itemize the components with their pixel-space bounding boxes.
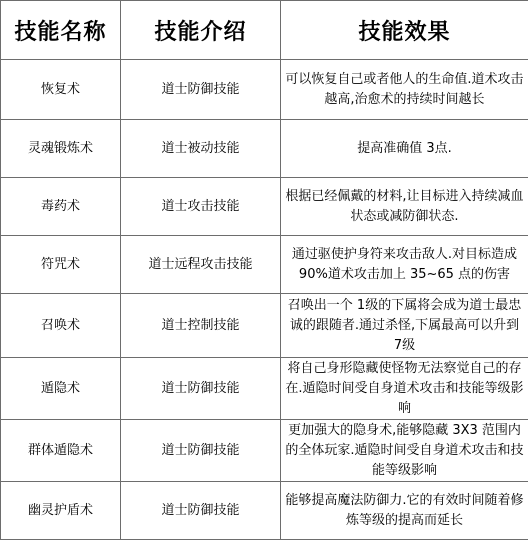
table-row: [1, 120, 528, 178]
skill-effect-cell: 根据已经佩戴的材料,让目标进入持续减血状态或减防御状态.: [281, 178, 528, 236]
table-row: [1, 178, 528, 236]
skill-effect-cell: 可以恢复自己或者他人的生命值.道术攻击越高,治愈术的持续时间越长: [281, 60, 528, 120]
skill-intro-cell: 道士防御技能: [121, 60, 281, 120]
skill-name-cell: 恢复术: [1, 60, 121, 120]
table-row: [1, 482, 528, 540]
skill-name-cell: 遁隐术: [1, 358, 121, 420]
table-row: [1, 294, 528, 358]
skill-effect-cell: 通过驱使护身符来攻击敌人.对目标造成 90%道术攻击加上 35~65 点的伤害: [281, 236, 528, 294]
skill-intro-cell: 道士防御技能: [121, 482, 281, 540]
table-row: [1, 236, 528, 294]
skill-name-cell: 幽灵护盾术: [1, 482, 121, 540]
skill-intro-cell: 道士远程攻击技能: [121, 236, 281, 294]
header-skill-intro: 技能介绍: [121, 1, 281, 60]
skill-name-cell: 符咒术: [1, 236, 121, 294]
skill-effect-cell: 召唤出一个 1级的下属将会成为道士最忠诚的跟随者.通过杀怪,下属最高可以升到 7级: [281, 294, 528, 358]
skill-effect-cell: 提高准确值 3点.: [281, 120, 528, 178]
skill-effect-cell: 更加强大的隐身术,能够隐藏 3X3 范围内的全体玩家.遁隐时间受自身道术攻击和技能等级影响: [281, 420, 528, 482]
skill-intro-cell: 道士攻击技能: [121, 178, 281, 236]
skill-name-cell: 毒药术: [1, 178, 121, 236]
skill-intro-cell: 道士被动技能: [121, 120, 281, 178]
skill-name-cell: 召唤术: [1, 294, 121, 358]
skill-intro-cell: 道士防御技能: [121, 420, 281, 482]
table-row: [1, 60, 528, 120]
skill-intro-cell: 道士防御技能: [121, 358, 281, 420]
header-skill-name: 技能名称: [1, 1, 121, 60]
skill-name-cell: 群体遁隐术: [1, 420, 121, 482]
skill-effect-cell: 将自己身形隐藏使怪物无法察觉自己的存在.遁隐时间受自身道术攻击和技能等级影响: [281, 358, 528, 420]
skill-effect-cell: 能够提高魔法防御力.它的有效时间随着修炼等级的提高而延长: [281, 482, 528, 540]
table-row: [1, 358, 528, 420]
skill-name-cell: 灵魂锻炼术: [1, 120, 121, 178]
skill-intro-cell: 道士控制技能: [121, 294, 281, 358]
header-row: [1, 1, 528, 60]
header-skill-effect: 技能效果: [281, 1, 528, 60]
table-row: [1, 420, 528, 482]
